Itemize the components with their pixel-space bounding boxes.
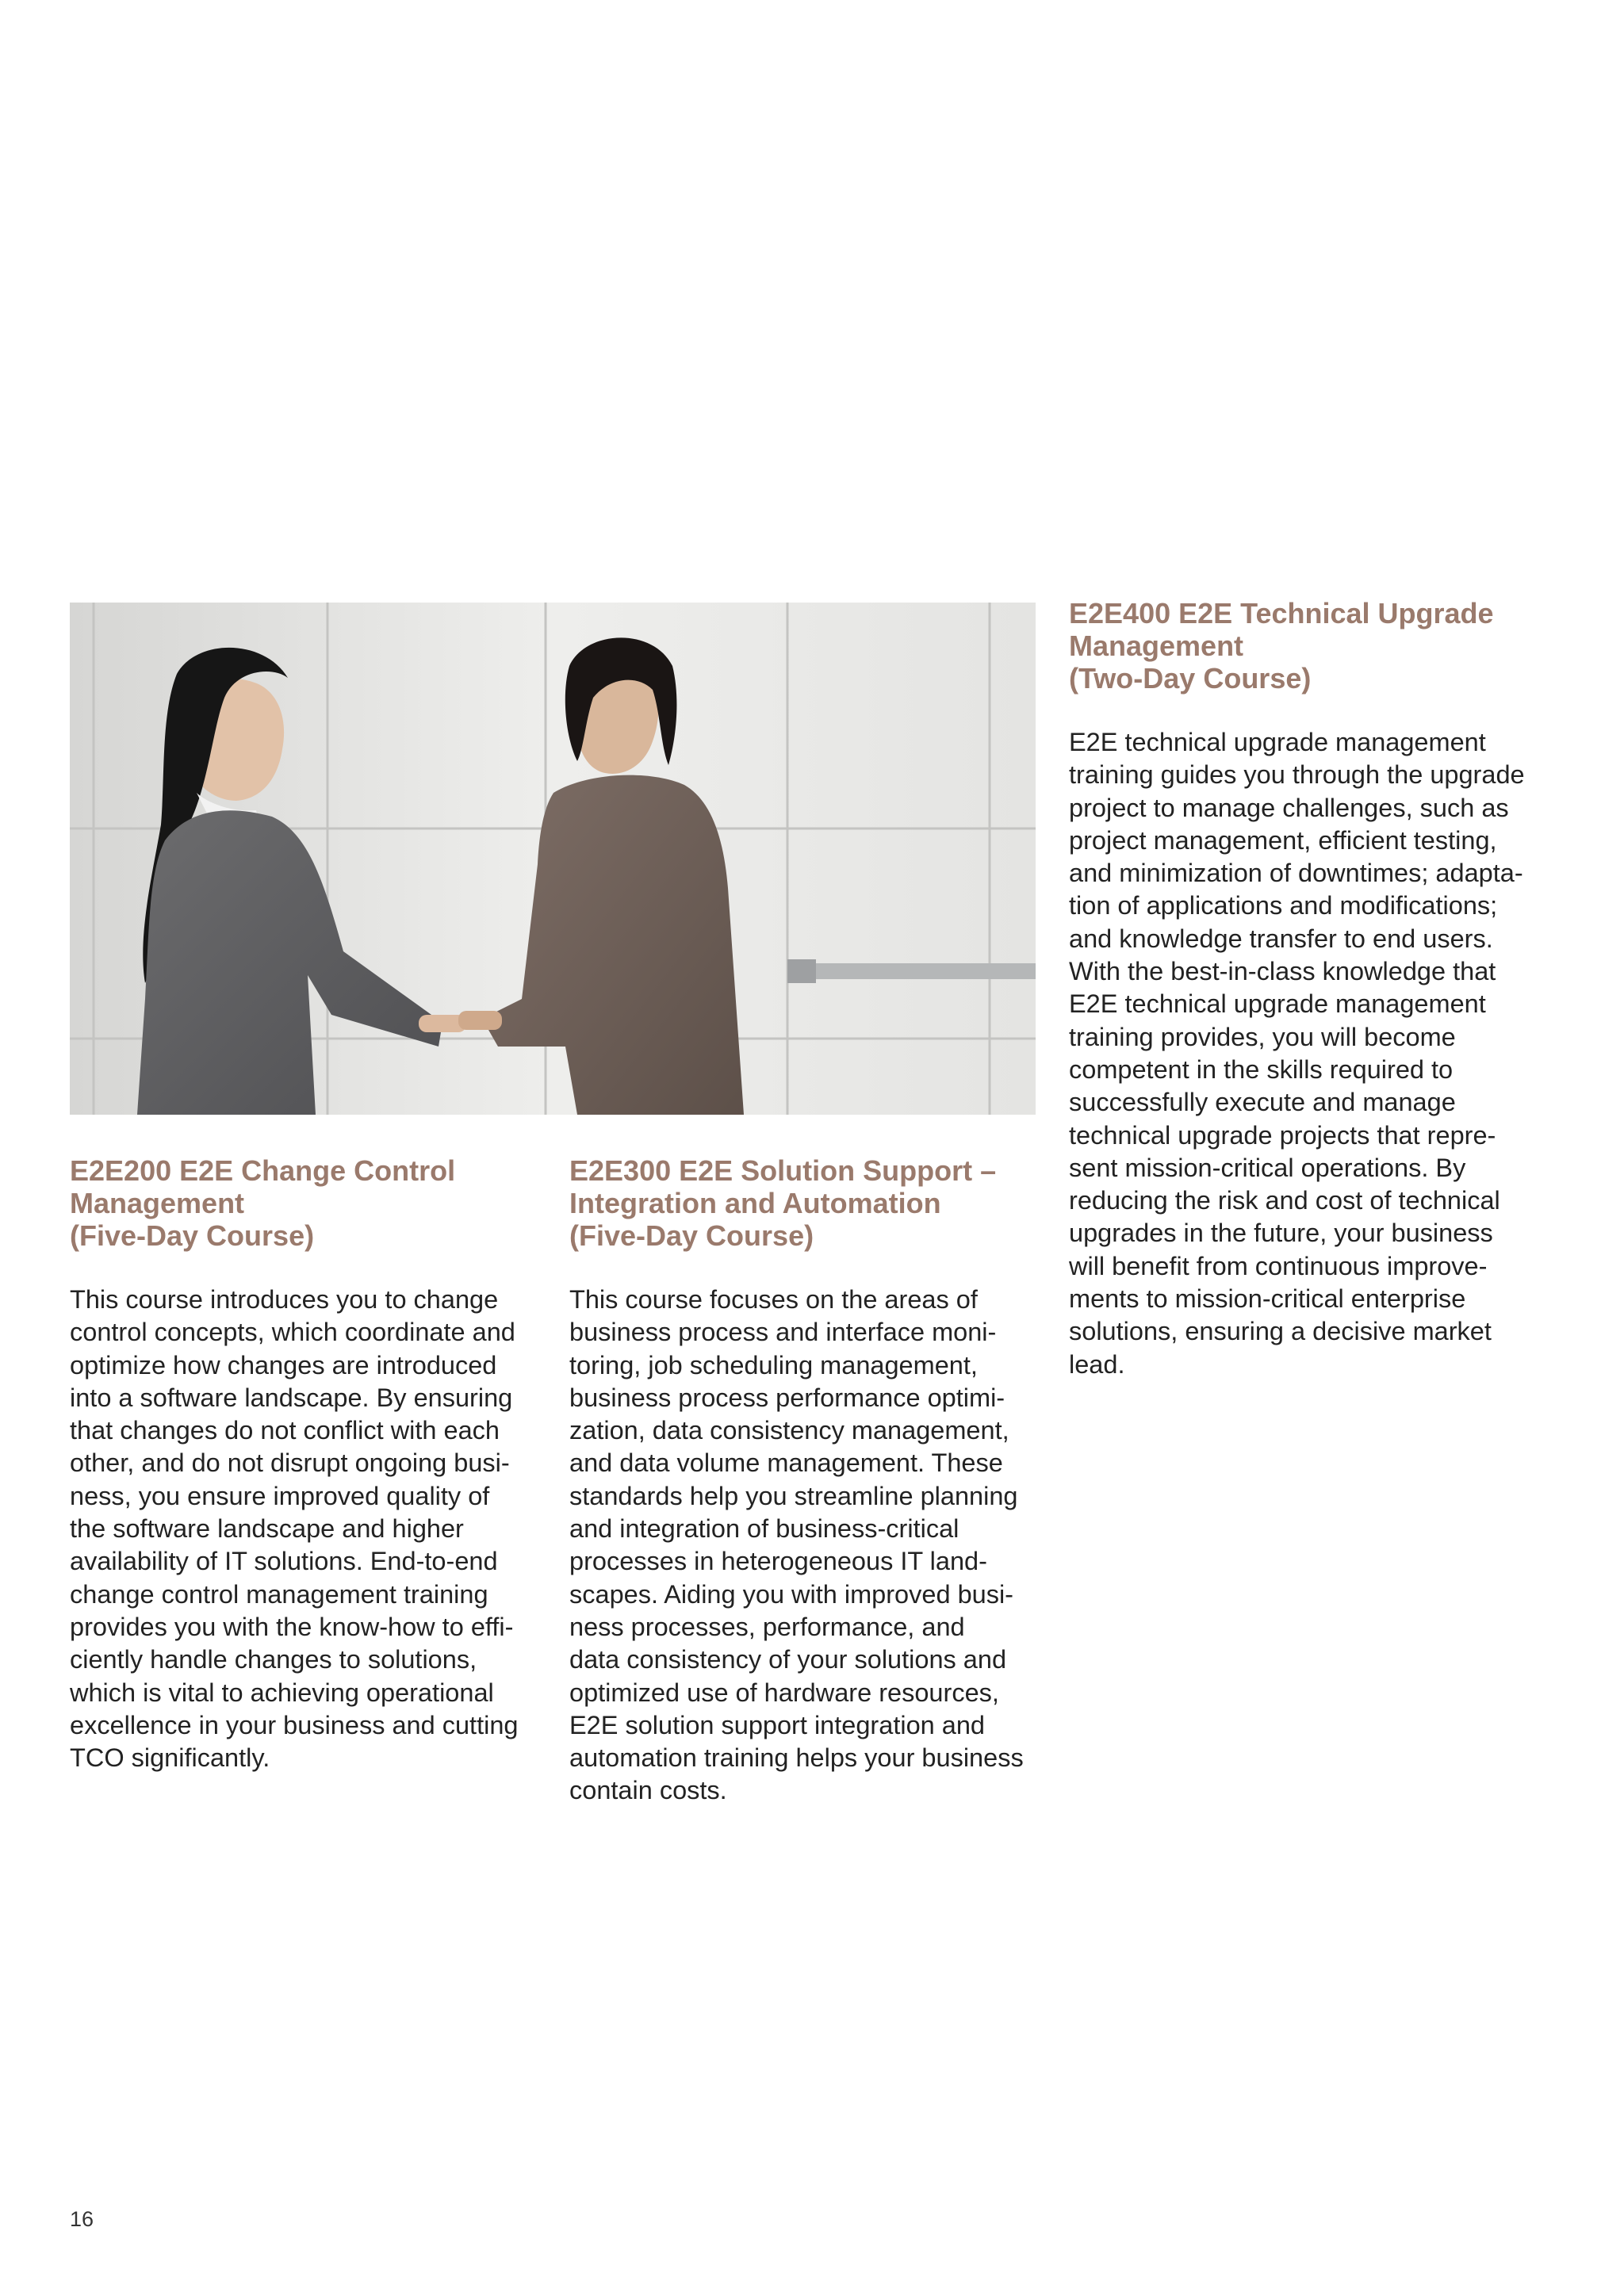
text-line: and data volume management. These (569, 1448, 1003, 1478)
course-title-line: Integration and Automation (569, 1187, 941, 1219)
text-line: tion of applications and modifications; (1069, 891, 1498, 920)
text-line: data consistency of your solutions and (569, 1645, 1007, 1674)
text-line: ness, you ensure improved quality of (70, 1481, 490, 1510)
course-description (70, 1284, 546, 1774)
text-line: solutions, ensuring a decisive market (1069, 1317, 1492, 1346)
text-line: into a software landscape. By ensuring (70, 1383, 513, 1412)
text-line: which is vital to achieving operational (70, 1678, 494, 1707)
text-line: E2E technical upgrade management (1069, 728, 1486, 756)
text-line: This course introduces you to change (70, 1285, 499, 1314)
course-e2e300 (569, 1154, 1045, 1808)
course-title (70, 1154, 546, 1252)
text-line: processes in heterogeneous IT land- (569, 1547, 987, 1576)
course-title-line: (Five-Day Course) (70, 1219, 315, 1252)
course-title-line: Management (1069, 629, 1244, 662)
text-line: zation, data consistency management, (569, 1416, 1009, 1445)
text-line: automation training helps your business (569, 1743, 1024, 1773)
text-line: reducing the risk and cost of technical (1069, 1186, 1500, 1215)
page-number: 16 (70, 2207, 94, 2231)
text-line: competent in the skills required to (1069, 1054, 1454, 1084)
text-line: change control management training (70, 1579, 488, 1609)
text-line: ciently handle changes to solutions, (70, 1645, 477, 1674)
course-title-line: E2E200 E2E Change Control (70, 1154, 456, 1187)
handshake-photo (70, 603, 1036, 1115)
text-line: the software landscape and higher (70, 1514, 464, 1544)
text-line: that changes do not conflict with each (70, 1416, 500, 1445)
course-title-line: Management (70, 1187, 245, 1219)
text-line: provides you with the know-how to effi- (70, 1612, 514, 1641)
course-e2e400 (1069, 597, 1545, 1381)
text-line: excellence in your business and cutting (70, 1710, 519, 1739)
text-line: technical upgrade projects that repre- (1069, 1120, 1496, 1150)
text-line: sent mission-critical operations. By (1069, 1153, 1466, 1182)
text-line: With the best-in-class knowledge that (1069, 957, 1496, 986)
text-line: ments to mission-critical enterprise (1069, 1284, 1466, 1314)
text-line: availability of IT solutions. End-to-end (70, 1547, 498, 1576)
text-line: control concepts, which coordinate and (70, 1318, 515, 1347)
text-line: contain costs. (569, 1776, 727, 1805)
text-line: business process performance optimi- (569, 1383, 1005, 1412)
text-line: successfully execute and manage (1069, 1088, 1456, 1117)
course-title-line: E2E400 E2E Technical Upgrade (1069, 597, 1494, 629)
course-title-line: E2E300 E2E Solution Support – (569, 1154, 997, 1187)
text-line: optimized use of hardware resources, (569, 1678, 999, 1707)
text-line: standards help you streamline planning (569, 1481, 1018, 1510)
text-line: and knowledge transfer to end users. (1069, 924, 1493, 953)
text-line: training guides you through the upgrade (1069, 760, 1525, 790)
course-e2e200 (70, 1154, 546, 1774)
text-line: E2E solution support integration and (569, 1710, 985, 1739)
text-line: ness processes, performance, and (569, 1612, 965, 1641)
text-line: E2E technical upgrade management (1069, 989, 1486, 1019)
text-line: training provides, you will become (1069, 1022, 1456, 1051)
text-line: project to manage challenges, such as (1069, 793, 1509, 822)
text-line: business process and interface moni- (569, 1318, 997, 1347)
text-line: project management, efficient testing, (1069, 825, 1497, 855)
text-line: will benefit from continuous improve- (1069, 1251, 1488, 1280)
text-line: upgrades in the future, your business (1069, 1219, 1493, 1248)
text-line: optimize how changes are introduced (70, 1350, 497, 1380)
text-line: This course focuses on the areas of (569, 1285, 978, 1314)
text-line: scapes. Aiding you with improved busi- (569, 1579, 1014, 1609)
course-description (1069, 726, 1545, 1381)
text-line: and integration of business-critical (569, 1514, 959, 1544)
text-line: and minimization of downtimes; adapta- (1069, 859, 1523, 888)
text-line: lead. (1069, 1349, 1125, 1379)
text-line: toring, job scheduling management, (569, 1350, 978, 1380)
course-title (569, 1154, 1045, 1252)
text-line: other, and do not disrupt ongoing busi- (70, 1448, 510, 1478)
course-title-line: (Five-Day Course) (569, 1219, 814, 1252)
course-title-line: (Two-Day Course) (1069, 662, 1312, 695)
course-description (569, 1284, 1045, 1808)
text-line: TCO significantly. (70, 1743, 270, 1773)
course-title (1069, 597, 1545, 695)
